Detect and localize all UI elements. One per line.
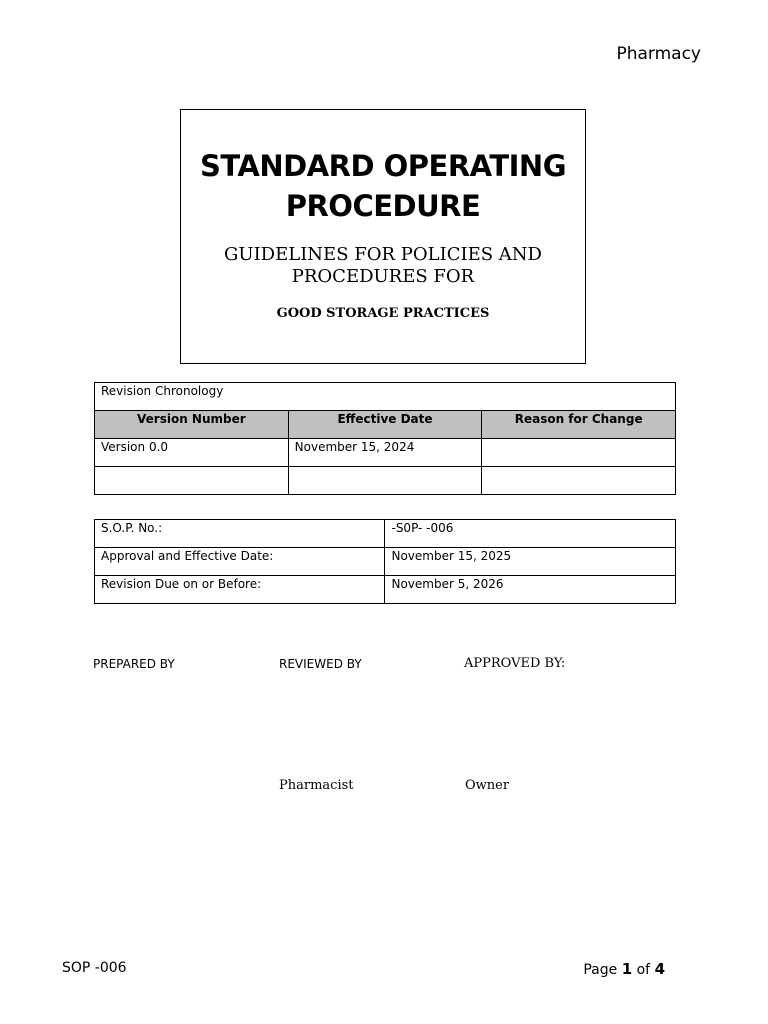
table-cell — [482, 439, 676, 467]
document-subtitle — [181, 244, 585, 288]
column-header: Version Number — [95, 411, 289, 439]
table-cell: November 15, 2024 — [288, 439, 482, 467]
revision-header-row — [95, 411, 676, 439]
subtitle-line-2: PROCEDURES FOR — [291, 266, 475, 287]
prepared-by-label: PREPARED BY — [93, 657, 175, 671]
approved-by-label: APPROVED BY: — [464, 656, 566, 671]
sop-label: Approval and Effective Date: — [95, 548, 385, 576]
sop-label: S.O.P. No.: — [95, 520, 385, 548]
page-prefix: Page — [583, 962, 618, 978]
approver-role: Owner — [465, 778, 510, 793]
table-row — [95, 520, 676, 548]
title-box — [180, 109, 586, 364]
subtitle-line-1: GUIDELINES FOR POLICIES AND — [224, 244, 542, 265]
table-row — [95, 548, 676, 576]
revision-heading: Revision Chronology — [95, 383, 676, 411]
document-subject: GOOD STORAGE PRACTICES — [276, 306, 490, 321]
table-cell: Version 0.0 — [95, 439, 289, 467]
page-current: 1 — [621, 960, 633, 978]
table-row — [95, 439, 676, 467]
table-cell — [95, 467, 289, 495]
table-cell — [288, 467, 482, 495]
sop-value: November 5, 2026 — [385, 576, 676, 604]
reviewed-by-label: REVIEWED BY — [279, 657, 362, 671]
sop-value: -S0P- -006 — [385, 520, 676, 548]
title-line-2: PROCEDURE — [285, 189, 481, 223]
column-header: Effective Date — [288, 411, 482, 439]
footer-doc-id: SOP -006 — [62, 960, 127, 976]
revision-table — [94, 382, 676, 495]
column-header: Reason for Change — [482, 411, 676, 439]
table-row — [95, 467, 676, 495]
sop-info-table — [94, 519, 676, 604]
page-total: 4 — [654, 960, 665, 978]
sop-label: Revision Due on or Before: — [95, 576, 385, 604]
table-row — [95, 576, 676, 604]
header-department: Pharmacy — [616, 44, 701, 64]
reviewer-role: Pharmacist — [279, 778, 354, 793]
table-cell — [482, 467, 676, 495]
document-title — [181, 146, 585, 226]
sop-value: November 15, 2025 — [385, 548, 676, 576]
title-line-1: STANDARD OPERATING — [199, 149, 567, 183]
page-of: of — [636, 962, 651, 978]
page-number — [583, 960, 665, 978]
